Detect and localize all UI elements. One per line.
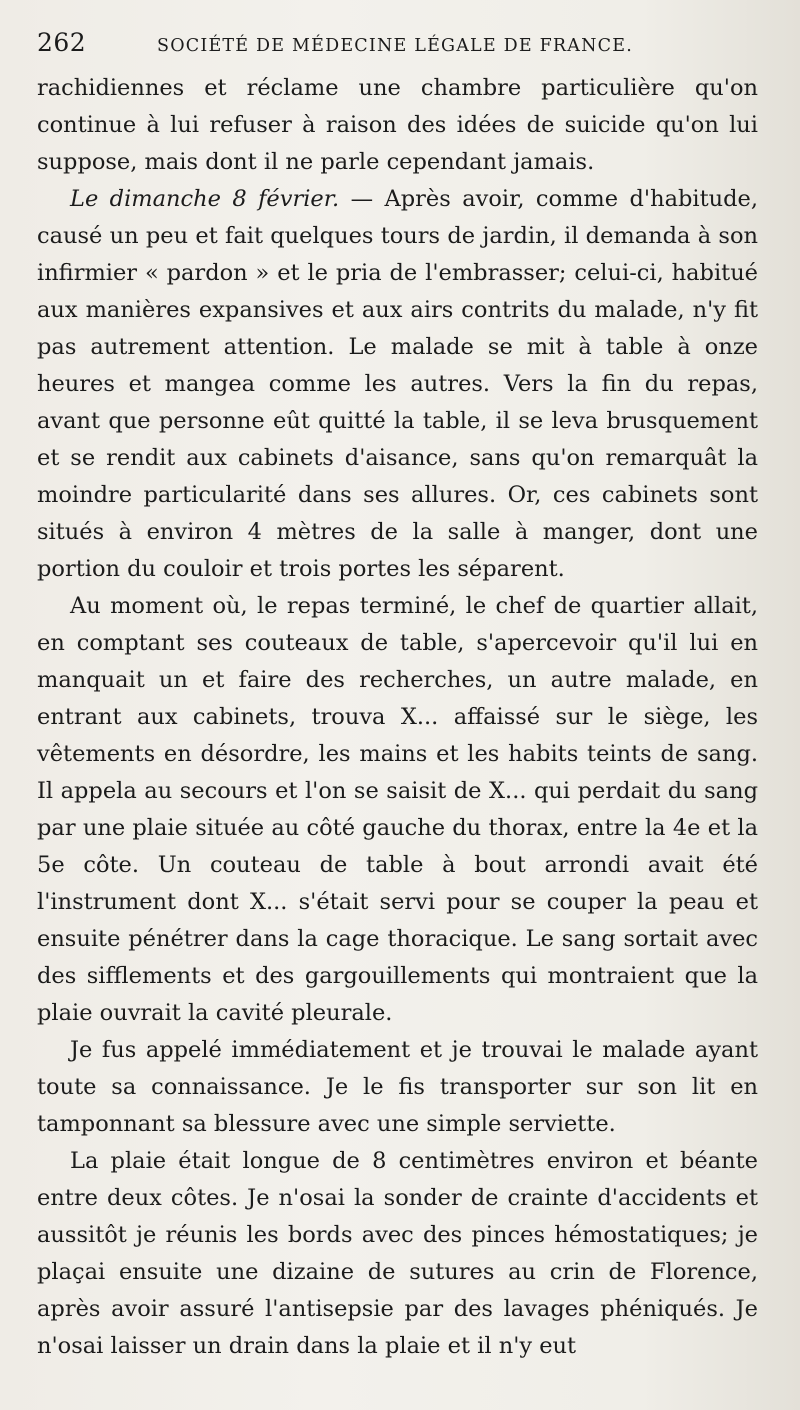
- paragraph-5-text: La plaie était longue de 8 centimètres environ et béante entre deux côtes. Je n'osai la sonder de crainte d'accidents et aussitôt je réunis les bords avec des pinces hémostatiques; je plaçai ensuite une dizaine de sutures au crin de Florence, après avoir assuré l'antisepsie par des lavages phéniqués. Je n'osai laisser un drain dans la plaie et il n'y eut: [37, 1148, 758, 1359]
- paragraph-2: [37, 181, 758, 588]
- paragraph-2-text: — Après avoir, comme d'habitude, causé un peu et fait quelques tours de jardin, il demanda à son infirmier « pardon » et le pria de l'embrasser; celui-ci, habitué aux manières expansives et aux airs contrits du malade, n'y fit pas autrement attention. Le malade se mit à table à onze heures et mangea comme les autres. Vers la fin du repas, avant que personne eût quitté la table, il se leva brusquement et se rendit aux cabinets d'aisance, sans qu'on remarquât la moindre particularité dans ses allures. Or, ces cabinets sont situés à environ 4 mètres de la salle à manger, dont une portion du couloir et trois portes les séparent.: [37, 186, 758, 582]
- paragraph-1: [37, 70, 758, 181]
- page-number: 262: [37, 28, 87, 57]
- running-title: SOCIÉTÉ DE MÉDECINE LÉGALE DE FRANCE.: [157, 36, 633, 56]
- paragraph-4: [37, 1032, 758, 1143]
- paragraph-4-text: Je fus appelé immédiatement et je trouvai le malade ayant toute sa connaissance. Je le fis transporter sur son lit en tamponnant sa blessure avec une simple serviette.: [37, 1037, 758, 1137]
- paragraph-3: [37, 588, 758, 1032]
- paragraph-5: [37, 1143, 758, 1365]
- running-head: [37, 28, 758, 70]
- date-heading: Le dimanche 8 février.: [70, 186, 340, 212]
- body-text: [37, 70, 758, 1365]
- paragraph-3-text: Au moment où, le repas terminé, le chef de quartier allait, en comptant ses couteaux de table, s'apercevoir qu'il lui en manquait un et faire des recherches, un autre malade, en entrant aux cabinets, trouva X... affaissé sur le siège, les vêtements en désordre, les mains et les habits teints de sang. Il appela au secours et l'on se saisit de X... qui perdait du sang par une plaie située au côté gauche du thorax, entre la 4e et la 5e côte. Un couteau de table à bout arrondi avait été l'instrument dont X... s'était servi pour se couper la peau et ensuite pénétrer dans la cage thoracique. Le sang sortait avec des sifflements et des gargouillements qui montraient que la plaie ouvrait la cavité pleurale.: [37, 593, 758, 1026]
- paragraph-1-text: rachidiennes et réclame une chambre particulière qu'on continue à lui refuser à raison des idées de suicide qu'on lui suppose, mais dont il ne parle cependant jamais.: [37, 75, 758, 175]
